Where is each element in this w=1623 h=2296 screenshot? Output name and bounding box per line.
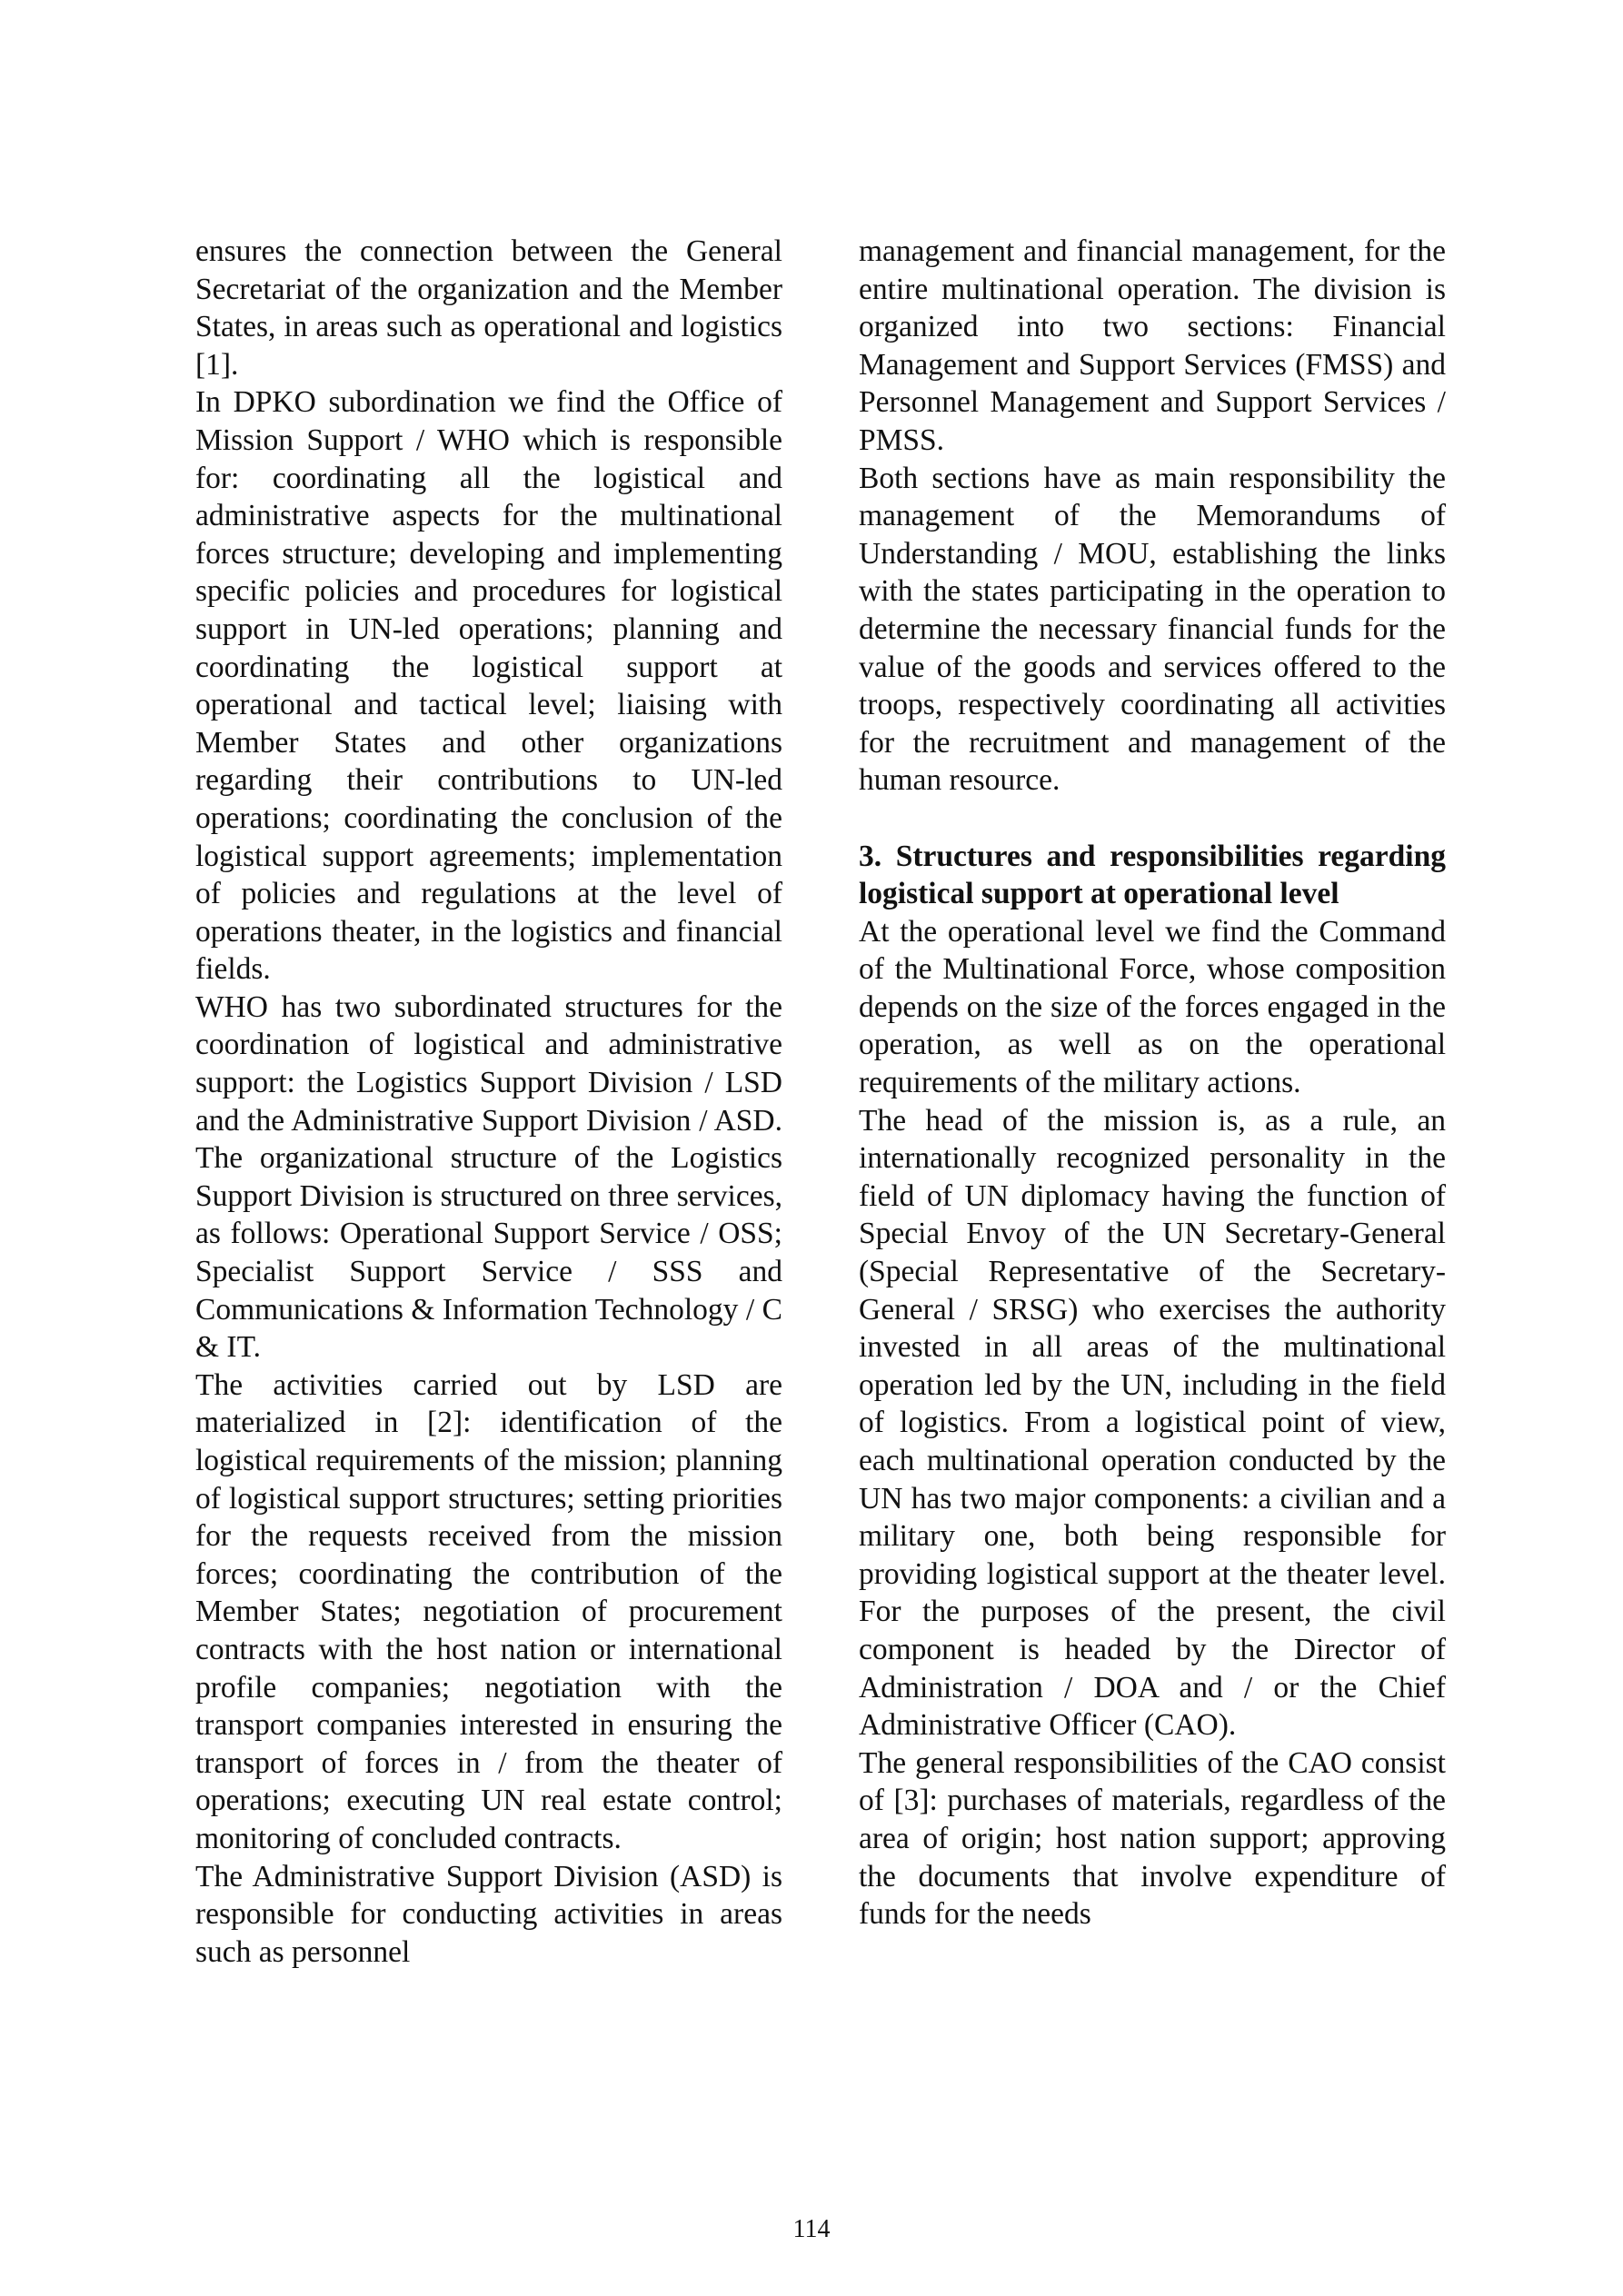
paragraph: WHO has two subordinated structures for the coordination of logistical and administrative support: the Logistics Support Division / LSD and the Administrative Support Division / ASD. The organizational structure of the Logistics Support Division is structured on three services, as follows: Operational Support Service / OSS; Specialist Support Service / SSS and Communications & Information Technology / C & IT.: [195, 989, 782, 1365]
paragraph: The head of the mission is, as a rule, an internationally recognized personality in the field of UN diplomacy having the function of Special Envoy of the UN Secretary-General (Special Representative of the Secretary-General / SRSG) who exercises the authority invested in all areas of the multinational operation led by the UN, including in the field of logistics. From a logistical point of view, each multinational operation conducted by the UN has two major components: a civilian and a military one, both being responsible for providing logistical support at the theater level. For the purposes of the present, the civil component is headed by the Director of Administration / DOA and / or the Chief Administrative Officer (CAO).: [859, 1103, 1446, 1743]
paragraph: The general responsibilities of the CAO consist of [3]: purchases of materials, regardless of the area of origin; host nation support; approving the documents that involve expenditure of funds for the needs: [859, 1745, 1446, 1932]
section-heading: 3. Structures and responsibilities regarding logistical support at operational level: [859, 839, 1446, 911]
paragraph: The Administrative Support Division (ASD) is responsible for conducting activities in areas such as personnel: [195, 1859, 782, 1969]
paragraph: management and financial management, for the entire multinational operation. The division is organized into two sections: Financial Management and Support Services (FMSS) and Personnel Management and Support Services / PMSS.: [859, 234, 1446, 457]
right-column: [859, 233, 1446, 1933]
paragraph: Both sections have as main responsibility the management of the Memorandums of Understanding / MOU, establishing the links with the states participating in the operation to determine the necessary financial funds for the value of the goods and services offered to the troops, respectively coordinating all activities for the recruitment and management of the human resource.: [859, 461, 1446, 798]
section-spacer: [859, 800, 1446, 838]
paragraph: The activities carried out by LSD are materialized in [2]: identification of the logistical requirements of the mission; planning of logistical support structures; setting priorities for the requests received from the mission forces; coordinating the contribution of the Member States; negotiation of procurement contracts with the host nation or international profile companies; negotiation with the transport companies interested in ensuring the transport of forces in / from the theater of operations; executing UN real estate control; monitoring of concluded contracts.: [195, 1367, 782, 1855]
page-number: 114: [792, 2215, 831, 2243]
paragraph: In DPKO subordination we find the Office of Mission Support / WHO which is responsible for: coordinating all the logistical and administrative aspects for the multinational forces structure; developing and implementing specific policies and procedures for logistical support in UN-led operations; planning and coordinating the logistical support at operational and tactical level; liaising with Member States and other organizations regarding their contributions to UN-led operations; coordinating the conclusion of the logistical support agreements; implementation of policies and regulations at the level of operations theater, in the logistics and financial fields.: [195, 385, 782, 987]
left-column: [195, 233, 782, 1971]
paragraph: At the operational level we find the Command of the Multinational Force, whose composition depends on the size of the forces engaged in the operation, as well as on the operational requirements of the military actions.: [859, 914, 1446, 1100]
paragraph: ensures the connection between the General Secretariat of the organization and the Member States, in areas such as operational and logistics [1].: [195, 234, 782, 382]
